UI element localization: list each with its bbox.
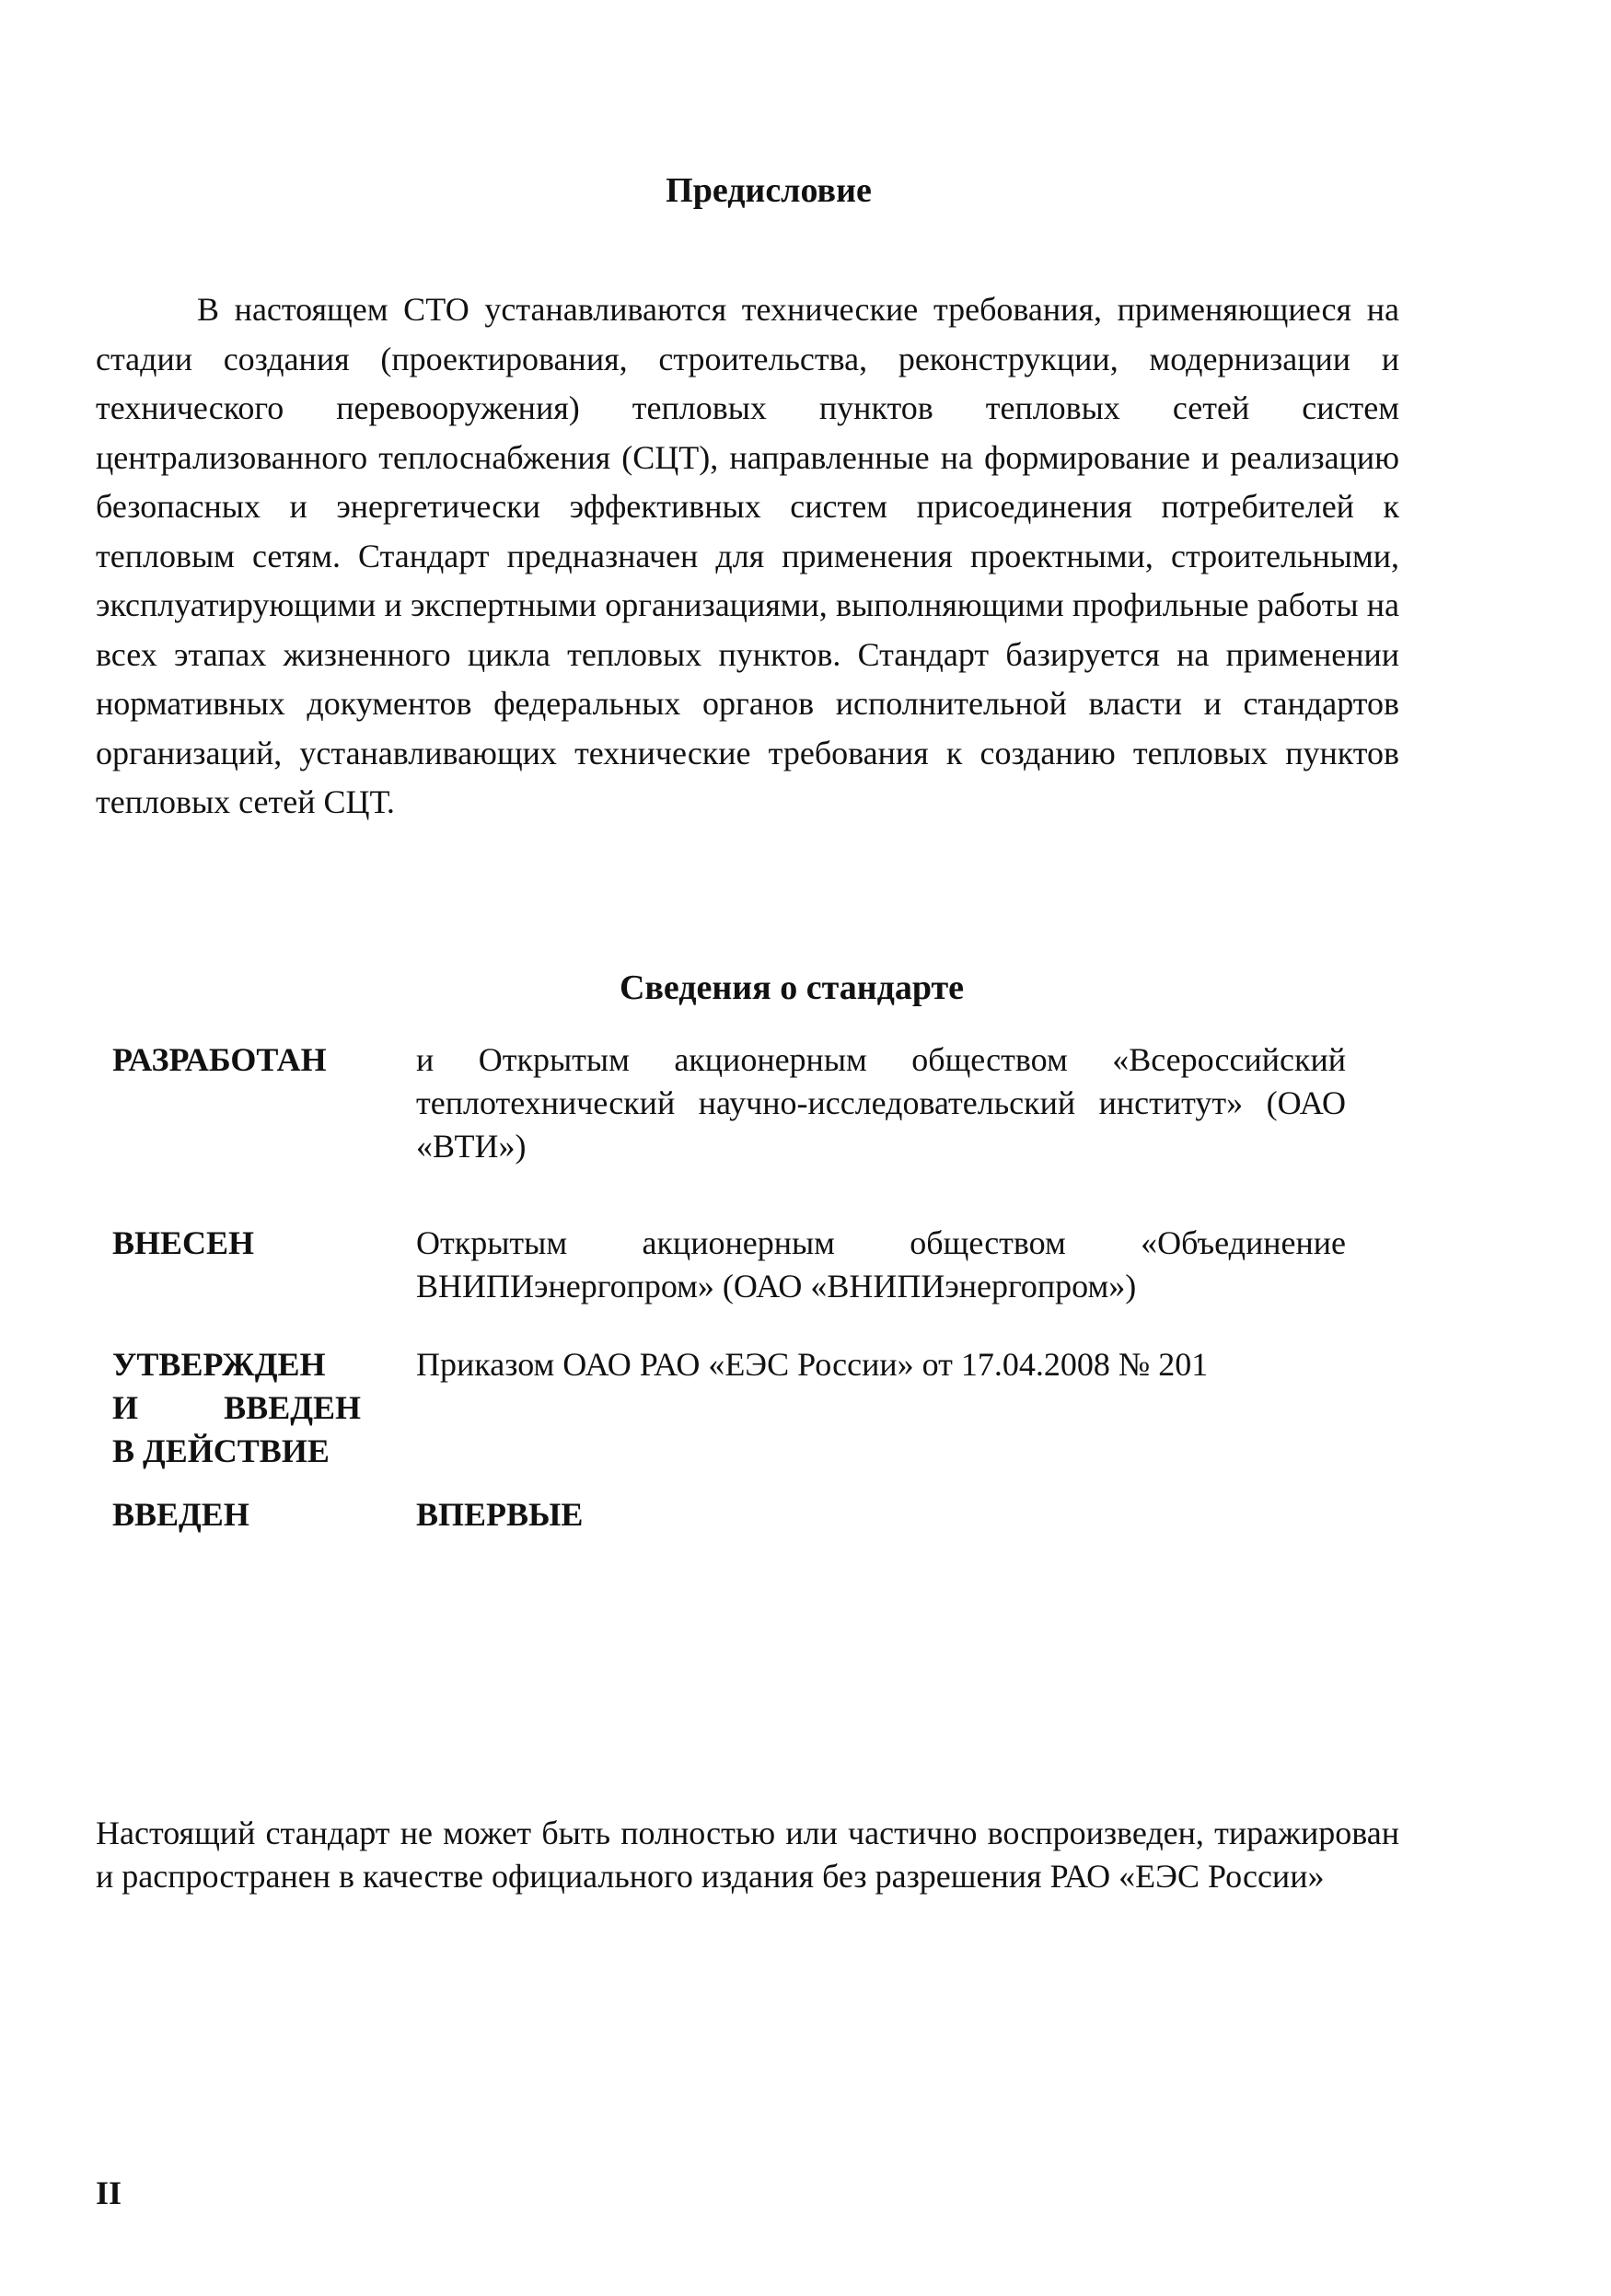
- info-label-introduced: ВВЕДЕН: [112, 1496, 249, 1533]
- info-label-approved-line-1: УТВЕРЖДЕН: [112, 1346, 326, 1383]
- copyright-notice: Настоящий стандарт не может быть полностью или частично воспроизведен, тиражирован и распространен в качестве официального издания без разрешения РАО «ЕЭС России»: [96, 1815, 1399, 1895]
- preface-title: Предисловие: [666, 171, 872, 210]
- info-value-introduced: ВПЕРВЫЕ: [416, 1496, 584, 1533]
- preface-paragraph: В настоящем СТО устанавливаются технические требования, применяющиеся на стадии создания (проектирования, строительства, реконструкции, модернизации и технического перевооружения) тепловых пунктов тепловых сетей систем централизованного теплоснабжения (СЦТ), направленные на формирование и реализацию безопасных и энергетически эффективных систем присоединения потребителей к тепловым сетям. Стандарт предназначен для применения проектными, строительными, эксплуатирующими и экспертными организациями, выполняющими профильные работы на всех этапах жизненного цикла тепловых пунктов. Стандарт базируется на применении нормативных документов федеральных органов исполнительной власти и стандартов организаций, устанавливающих технические требования к созданию тепловых пунктов тепловых сетей СЦТ.: [96, 291, 1399, 820]
- info-label-submitted: ВНЕСЕН: [112, 1224, 255, 1261]
- info-label-approved: [112, 1343, 416, 1473]
- info-label-approved-line-3: В ДЕЙСТВИЕ: [112, 1432, 330, 1469]
- info-row-introduced: [112, 1493, 1346, 1536]
- info-label-developed: РАЗРАБОТАН: [112, 1041, 327, 1078]
- standard-info-table: [112, 1038, 1346, 1536]
- page-number: II: [96, 2174, 122, 2211]
- standard-info-title: Сведения о стандарте: [619, 968, 965, 1007]
- info-row-submitted: [112, 1222, 1346, 1308]
- info-row-approved: [112, 1343, 1346, 1473]
- info-value-approved: Приказом ОАО РАО «ЕЭС России» от 17.04.2008 № 201: [416, 1346, 1209, 1383]
- info-label-approved-line-2: [112, 1386, 361, 1430]
- info-label-approved-word-introduced: ВВЕДЕН: [224, 1389, 361, 1426]
- info-value-developed: и Открытым акционерным обществом «Всероссийский теплотехнический научно-исследовательский институт» (ОАО «ВТИ»): [416, 1041, 1346, 1165]
- info-value-submitted: Открытым акционерным обществом «Объединение ВНИПИэнергопром» (ОАО «ВНИПИэнергопром»): [416, 1224, 1346, 1305]
- info-label-approved-word-and: И: [112, 1389, 139, 1426]
- info-row-developed: [112, 1038, 1346, 1168]
